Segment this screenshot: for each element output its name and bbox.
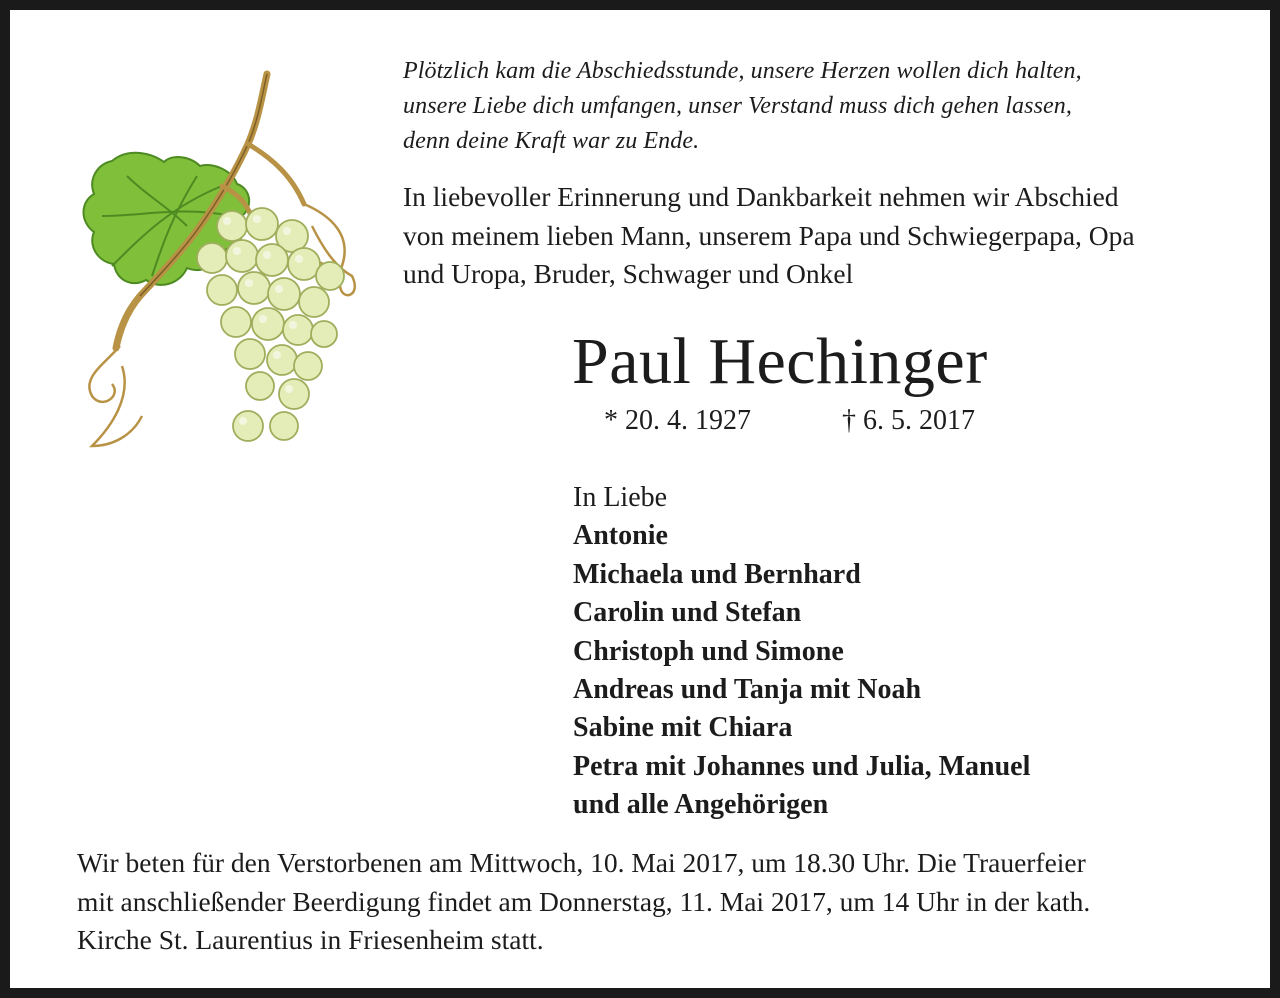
mourner-name: Carolin und Stefan (573, 597, 802, 629)
service-line: Kirche St. Laurentius in Friesenheim statt. (77, 924, 544, 955)
memorial-verse (403, 54, 1082, 159)
mourner-name: und alle Angehörigen (573, 789, 829, 821)
intro-line: von meinem lieben Mann, unserem Papa und Schwiegerpapa, Opa (403, 219, 1135, 251)
farewell-intro (403, 178, 1135, 294)
mourner-name: Sabine mit Chiara (573, 712, 793, 744)
grape-cluster-icon (72, 66, 362, 466)
mourners-list (573, 479, 1030, 825)
mourner-name: Christoph und Simone (573, 635, 844, 667)
mourner-name: Andreas und Tanja mit Noah (573, 674, 922, 706)
intro-line: und Uropa, Bruder, Schwager und Onkel (403, 258, 854, 289)
deceased-name: Paul Hechinger (572, 325, 988, 398)
verse-line: denn deine Kraft war zu Ende. (403, 128, 700, 154)
service-line: Wir beten für den Verstorbenen am Mittwoch, 10. Mai 2017, um 18.30 Uhr. Die Trauerfeier (77, 847, 1086, 878)
intro-line: In liebevoller Erinnerung und Dankbarkeit nehmen wir Abschied (403, 181, 1119, 212)
verse-line: unsere Liebe dich umfangen, unser Verstand muss dich gehen lassen, (403, 93, 1072, 119)
mourner-name: Petra mit Johannes und Julia, Manuel (573, 750, 1031, 782)
mourners-lead: In Liebe (573, 482, 668, 513)
birth-date: * 20. 4. 1927 (604, 405, 751, 436)
mourner-name: Antonie (573, 520, 668, 552)
service-details (77, 844, 1090, 960)
service-line: mit anschließender Beerdigung findet am Donnerstag, 11. Mai 2017, um 14 Uhr in der kath. (77, 885, 1091, 917)
verse-line: Plötzlich kam die Abschiedsstunde, unsere Herzen wollen dich halten, (403, 58, 1082, 84)
mourner-name: Michaela und Bernhard (573, 558, 861, 590)
death-date: † 6. 5. 2017 (842, 405, 975, 436)
